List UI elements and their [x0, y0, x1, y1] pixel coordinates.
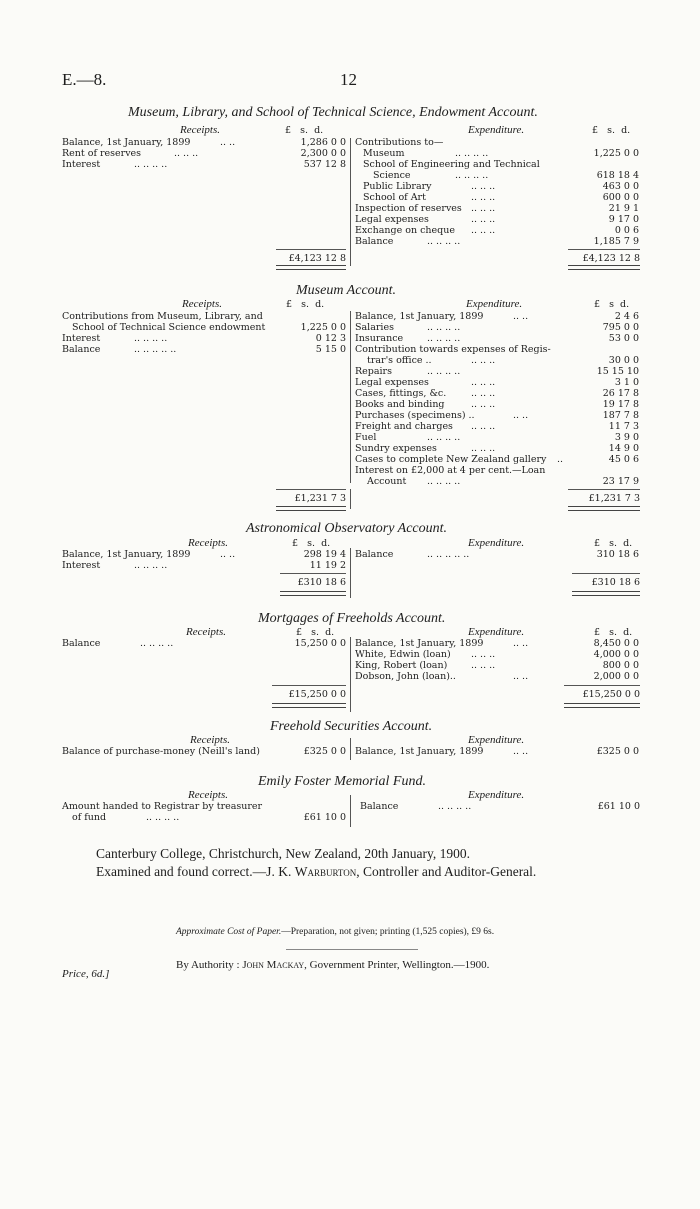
total-rule: [272, 685, 346, 686]
expenditure-list: [355, 638, 639, 682]
list-item: Balance .. .. .. .. .. 310 18 6: [355, 549, 639, 560]
list-item: Inspection of reserves .. .. .. 21 9 1: [355, 203, 639, 214]
receipts-heading: Receipts.: [182, 298, 223, 310]
double-rule: [568, 506, 640, 511]
list-item: Fuel .. .. .. .. 3 9 0: [355, 432, 639, 443]
receipts-list: [62, 549, 346, 571]
expenditure-row: Balance .. .. .. .. £61 10 0: [360, 801, 640, 812]
double-rule: [568, 265, 640, 270]
expenditure-heading: Expenditure.: [468, 734, 525, 746]
list-item: Balance .. .. .. .. 1,185 7 9: [355, 236, 639, 247]
list-item: Public Library .. .. .. 463 0 0: [363, 181, 639, 192]
receipts-list: [62, 638, 346, 649]
column-divider: [350, 138, 351, 266]
double-rule: [272, 703, 346, 708]
list-item: School of Technical Science endowment 1,225 0 0: [72, 322, 346, 333]
place-date: Canterbury College, Christchurch, New Zealand, 20th January, 1900.: [96, 846, 471, 861]
column-divider: [350, 489, 351, 509]
receipt-rows: [62, 801, 346, 823]
total-left: £1,231 7 3: [294, 493, 346, 504]
receipts-list: [62, 311, 346, 355]
list-item: Museum .. .. .. .. 1,225 0 0: [363, 148, 639, 159]
list-item: Interest .. .. .. .. 537 12 8: [62, 159, 346, 170]
expenditure-heading: Expenditure.: [468, 626, 525, 638]
receipts-heading: Receipts.: [188, 537, 229, 549]
currency-left: £ s. d.: [285, 125, 324, 136]
price: Price, 6d.]: [62, 968, 110, 980]
list-item: Salaries .. .. .. .. 795 0 0: [355, 322, 639, 333]
double-rule: [276, 265, 346, 270]
expenditure-list: [355, 311, 639, 487]
currency-left: £ s. d.: [292, 538, 331, 549]
total-left: £310 18 6: [297, 577, 346, 588]
section-title: Emily Foster Memorial Fund.: [258, 774, 426, 789]
receipts-heading: Receipts.: [186, 626, 227, 638]
list-item: Science .. .. .. .. 618 18 4: [373, 170, 639, 181]
total-rule: [280, 573, 346, 574]
list-item: Exchange on cheque .. .. .. 0 0 6: [355, 225, 639, 236]
list-item: Legal expenses .. .. .. 9 17 0: [355, 214, 639, 225]
total-rule: [276, 249, 346, 250]
list-item: of fund .. .. .. .. £61 10 0: [72, 812, 346, 823]
list-item: Interest on £2,000 at 4 per cent.—Loan: [355, 465, 546, 476]
section-title: Museum Account.: [296, 283, 397, 298]
total-rule: [276, 489, 346, 490]
list-item: Purchases (specimens) .. .. .. 187 7 8: [355, 410, 639, 421]
list-item: Balance, 1st January, 1899 .. .. 8,450 0 0: [355, 638, 639, 649]
double-rule: [276, 506, 346, 511]
expenditure-row: Balance, 1st January, 1899 .. .. £325 0 0: [355, 746, 639, 757]
divider: [286, 949, 418, 950]
currency-left: £ s. d.: [286, 299, 325, 310]
list-item: Books and binding .. .. .. 19 17 8: [355, 399, 639, 410]
column-divider: [350, 311, 351, 483]
total-left: £15,250 0 0: [288, 689, 346, 700]
column-divider: [350, 795, 351, 827]
receipts-list: [62, 137, 346, 177]
list-item: Freight and charges .. .. .. 11 7 3: [355, 421, 639, 432]
list-item: Balance .. .. .. .. .. 5 15 0: [62, 344, 346, 355]
receipts-heading: Receipts.: [190, 734, 231, 746]
total-rule: [568, 489, 640, 490]
list-item: Repairs .. .. .. .. 15 15 10: [355, 366, 639, 377]
column-divider: [350, 637, 351, 712]
list-item: King, Robert (loan) .. .. .. 800 0 0: [355, 660, 639, 671]
list-item: Rent of reserves .. .. .. 2,300 0 0: [62, 148, 346, 159]
double-rule: [280, 591, 346, 596]
list-item: Cases to complete New Zealand gallery .. 45 0 6: [355, 454, 639, 465]
total-right: £4,123 12 8: [582, 253, 640, 264]
expenditure-heading: Expenditure.: [468, 789, 525, 801]
report-code: E.—8.: [62, 70, 107, 89]
list-item: trar's office .. .. .. .. 30 0 0: [367, 355, 639, 366]
list-item: School of Art .. .. .. 600 0 0: [363, 192, 639, 203]
section-title: Astronomical Observatory Account.: [246, 521, 448, 536]
column-divider: [350, 738, 351, 760]
currency-right: £ s d.: [594, 299, 630, 310]
list-item: Legal expenses .. .. .. 3 1 0: [355, 377, 639, 388]
total-rule: [564, 685, 640, 686]
list-item: Interest .. .. .. .. 0 12 3: [62, 333, 346, 344]
audit-statement: Examined and found correct.—J. K. Warburton, Controller and Auditor-General.: [96, 864, 537, 879]
list-item: Balance, 1st January, 1899 .. .. 298 19 4: [62, 549, 346, 560]
receipts-heading: Receipts.: [180, 124, 221, 136]
section-title: Freehold Securities Account.: [270, 719, 433, 734]
double-rule: [564, 703, 640, 708]
currency-right: £ s. d.: [592, 125, 631, 136]
total-right: £15,250 0 0: [582, 689, 640, 700]
page-number: 12: [340, 70, 357, 89]
cost-note: Approximate Cost of Paper.—Preparation, not given; printing (1,525 copies), £9 6s.: [176, 927, 495, 937]
total-right: £1,231 7 3: [588, 493, 640, 504]
list-item: Balance, 1st January, 1899 .. .. 1,286 0 0: [62, 137, 346, 148]
expenditure-heading: Expenditure.: [468, 124, 525, 136]
list-item: Insurance .. .. .. .. 53 0 0: [355, 333, 639, 344]
list-item: Dobson, John (loan).. .. .. 2,000 0 0: [355, 671, 639, 682]
list-item: Contribution towards expenses of Regis-: [355, 344, 551, 355]
list-item: Sundry expenses .. .. .. 14 9 0: [355, 443, 639, 454]
list-item: Contributions from Museum, Library, and: [62, 311, 263, 322]
receipt-row: Balance of purchase-money (Neill's land) £325 0 0: [62, 746, 346, 757]
list-item: School of Engineering and Technical: [363, 159, 540, 170]
list-item: Amount handed to Registrar by treasurer: [62, 801, 263, 812]
currency-right: £ s. d.: [594, 627, 633, 638]
total-left: £4,123 12 8: [288, 253, 346, 264]
expenditure-list: [355, 137, 639, 249]
section-title: Mortgages of Freeholds Account.: [258, 611, 446, 626]
column-divider: [350, 548, 351, 598]
expenditure-list: [355, 549, 639, 560]
list-item: Interest .. .. .. .. 11 19 2: [62, 560, 346, 571]
section-title: Museum, Library, and School of Technical Science, Endowment Account.: [128, 105, 538, 120]
list-item: Cases, fittings, &c. .. .. .. 26 17 8: [355, 388, 639, 399]
list-item: Balance .. .. .. .. 15,250 0 0: [62, 638, 346, 649]
currency-left: £ s. d.: [296, 627, 335, 638]
currency-right: £ s. d.: [594, 538, 633, 549]
list-item: White, Edwin (loan) .. .. .. 4,000 0 0: [355, 649, 639, 660]
total-rule: [572, 573, 640, 574]
list-item: Contributions to—: [355, 137, 444, 148]
expenditure-heading: Expenditure.: [468, 537, 525, 549]
total-right: £310 18 6: [591, 577, 640, 588]
expenditure-heading: Expenditure.: [466, 298, 523, 310]
printer-line: By Authority : John Mackay, Government Printer, Wellington.—1900.: [176, 959, 490, 971]
receipts-heading: Receipts.: [188, 789, 229, 801]
list-item: Balance, 1st January, 1899 .. .. 2 4 6: [355, 311, 639, 322]
list-item: Account .. .. .. .. 23 17 9: [367, 476, 639, 487]
total-rule: [568, 249, 640, 250]
double-rule: [572, 591, 640, 596]
